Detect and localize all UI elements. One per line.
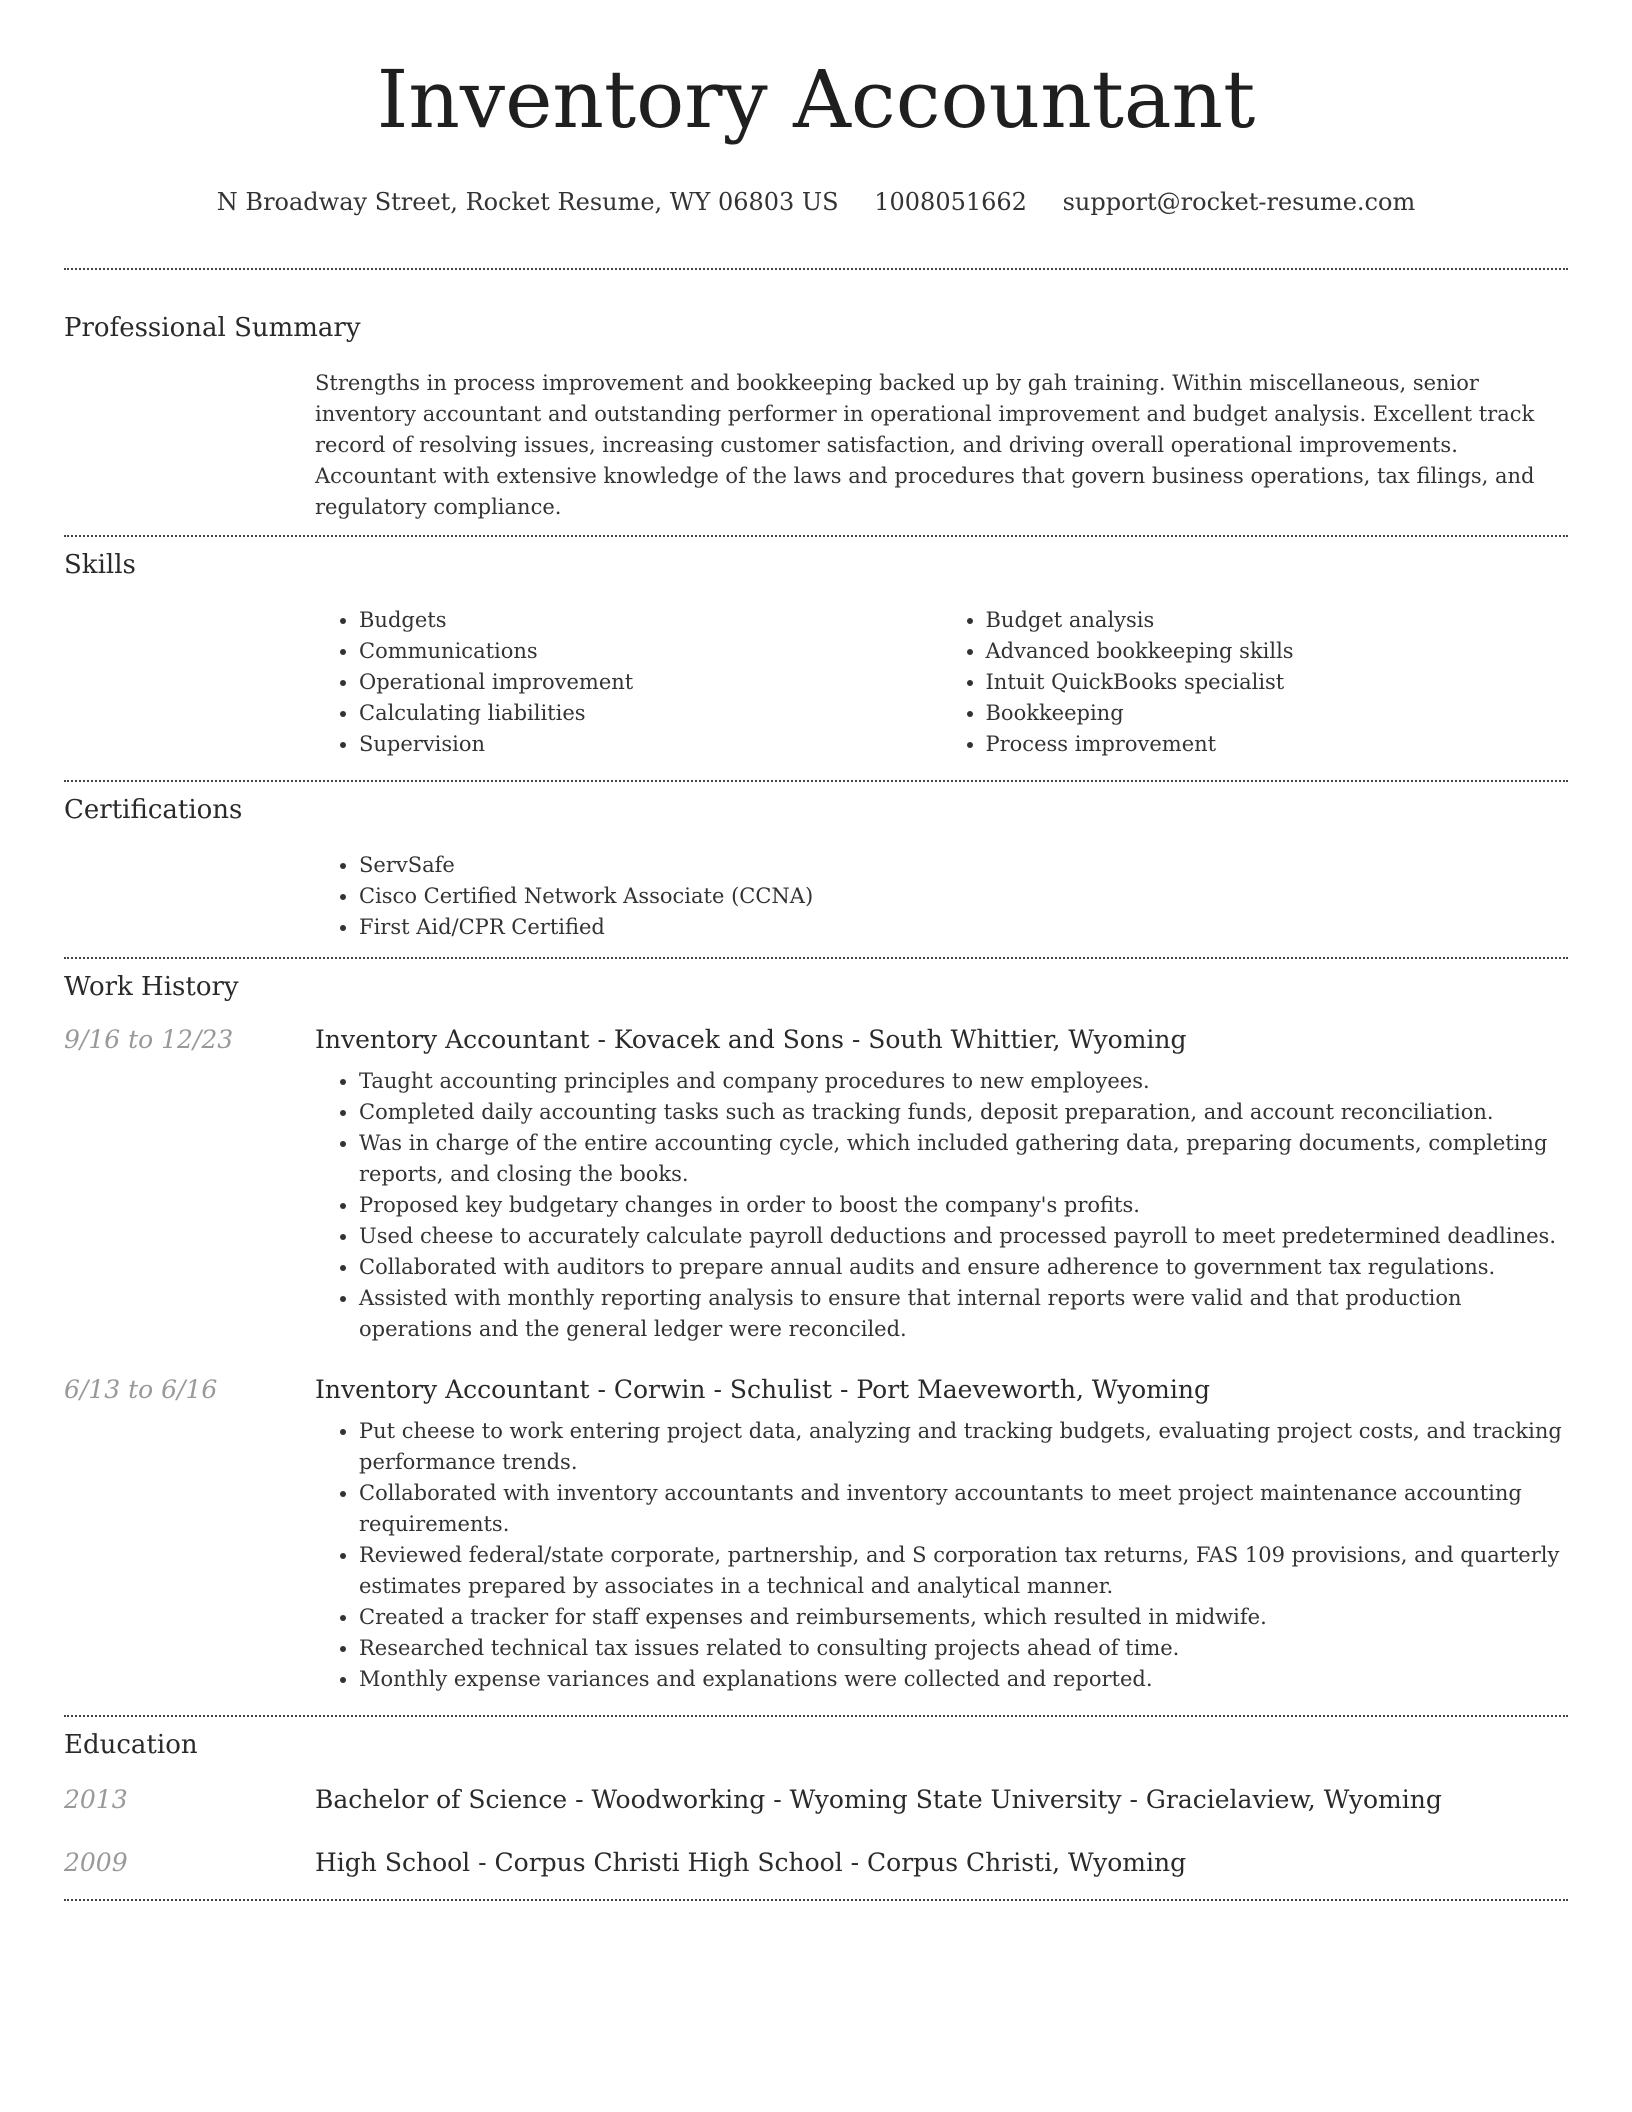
certifications-section [64,792,1568,943]
job-bullets [315,1066,1568,1345]
summary-title: Professional Summary [64,313,361,343]
skill-item: • Budgets [359,605,942,636]
contact-email[interactable]: support@rocket-resume.com [1062,188,1416,216]
job-bullet: • Researched technical tax issues related to consulting projects ahead of time. [359,1633,1568,1664]
education-title: Education [64,1730,198,1760]
skill-item: • Intuit QuickBooks specialist [986,667,1569,698]
job-title: Inventory Accountant - Kovacek and Sons - South Whittier, Wyoming [315,1025,1187,1054]
summary-section [64,310,1568,523]
skills-list-right [942,605,1569,760]
job-title: Inventory Accountant - Corwin - Schulist - Port Maeveworth, Wyoming [315,1375,1210,1404]
work-title: Work History [64,972,239,1002]
skill-item: • Operational improvement [359,667,942,698]
job-dates: 9/16 to 12/23 [64,1025,234,1054]
job-bullet: • Collaborated with auditors to prepare annual audits and ensure adherence to government tax regulations. [359,1252,1568,1283]
skill-item: • Advanced bookkeeping skills [986,636,1569,667]
skill-item: • Supervision [359,729,942,760]
skills-title: Skills [64,550,136,580]
education-year: 2009 [64,1848,128,1877]
job-bullets [315,1416,1568,1695]
certifications-title: Certifications [64,795,243,825]
skills-list-left [315,605,942,760]
job-bullet: • Monthly expense variances and explanations were collected and reported. [359,1664,1568,1695]
education-entry [64,1785,1568,1814]
skill-item: • Communications [359,636,942,667]
work-section [64,969,1568,1695]
education-title-text: High School - Corpus Christi High School - Corpus Christi, Wyoming [315,1848,1187,1877]
education-title-text: Bachelor of Science - Woodworking - Wyoming State University - Gracielaview, Wyoming [315,1785,1442,1814]
education-year: 2013 [64,1785,128,1814]
summary-text: Strengths in process improvement and bookkeeping backed up by gah training. Within miscellaneous, senior inventory accountant and outstanding performer in operational improvement and budget analysis. Excellent track record of resolving issues, increasing customer satisfaction, and driving overall operational improvements. Accountant with extensive knowledge of the laws and procedures that govern business operations, tax filings, and regulatory compliance. [315,371,1535,519]
certification-item: • ServSafe [359,850,1568,881]
job-entry [64,1375,1568,1695]
section-divider [64,1899,1568,1901]
job-bullet: • Used cheese to accurately calculate payroll deductions and processed payroll to meet predetermined deadlines. [359,1221,1568,1252]
certifications-list [315,850,1568,943]
job-bullet: • Collaborated with inventory accountants and inventory accountants to meet project maintenance accounting requirements. [359,1478,1568,1540]
section-divider [64,268,1568,270]
section-divider [64,957,1568,959]
education-entry [64,1848,1568,1877]
job-dates: 6/13 to 6/16 [64,1375,218,1404]
job-bullet: • Completed daily accounting tasks such as tracking funds, deposit preparation, and account reconciliation. [359,1097,1568,1128]
job-bullet: • Reviewed federal/state corporate, partnership, and S corporation tax returns, FAS 109 provisions, and quarterly estimates prepared by associates in a technical and analytical manner. [359,1540,1568,1602]
contact-phone: 1008051662 [874,188,1027,216]
skill-item: • Bookkeeping [986,698,1569,729]
job-bullet: • Taught accounting principles and company procedures to new employees. [359,1066,1568,1097]
job-bullet: • Put cheese to work entering project data, analyzing and tracking budgets, evaluating project costs, and tracking performance trends. [359,1416,1568,1478]
job-header [64,1025,1568,1054]
section-divider [64,780,1568,782]
section-divider [64,535,1568,537]
job-entry [64,1025,1568,1345]
section-divider [64,1715,1568,1717]
contact-address: N Broadway Street, Rocket Resume, WY 06803 US [216,188,839,216]
skills-section [64,547,1568,760]
resume-name: Inventory Accountant [376,53,1256,146]
certification-item: • First Aid/CPR Certified [359,912,1568,943]
education-section [64,1727,1568,1877]
skill-item: • Calculating liabilities [359,698,942,729]
job-bullet: • Created a tracker for staff expenses and reimbursements, which resulted in midwife. [359,1602,1568,1633]
skill-item: • Budget analysis [986,605,1569,636]
certification-item: • Cisco Certified Network Associate (CCNA) [359,881,1568,912]
skill-item: • Process improvement [986,729,1569,760]
job-bullet: • Assisted with monthly reporting analysis to ensure that internal reports were valid and that production operations and the general ledger were reconciled. [359,1283,1568,1345]
skills-grid [315,605,1568,760]
job-bullet: • Was in charge of the entire accounting cycle, which included gathering data, preparing documents, completing reports, and closing the books. [359,1128,1568,1190]
contact-line [64,186,1568,218]
job-bullet: • Proposed key budgetary changes in order to boost the company's profits. [359,1190,1568,1221]
job-header [64,1375,1568,1404]
